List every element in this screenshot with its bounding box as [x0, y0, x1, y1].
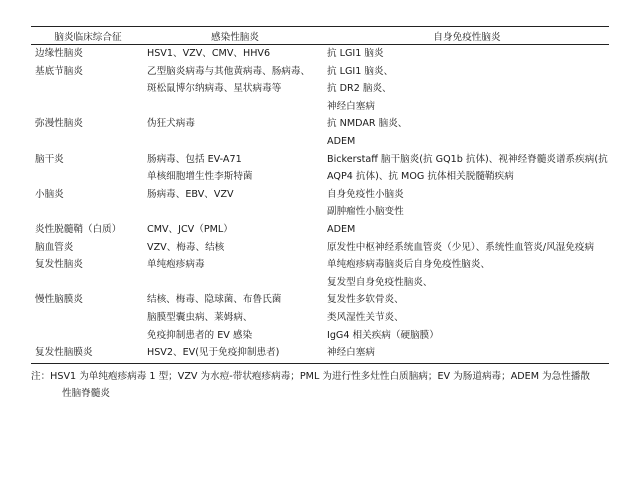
syndrome-cell — [31, 344, 145, 362]
cell-line: HSV1、VZV、CMV、HHV6 — [147, 48, 271, 59]
cell-line: 抗 NMDAR 脑炎、 — [327, 118, 408, 130]
syndrome-cell — [31, 63, 145, 116]
cell-line: 抗 LGI1 脑炎、 — [327, 65, 394, 77]
autoimmune-cell — [325, 221, 609, 239]
cell-line: ADEM — [327, 135, 356, 147]
syndrome-cell — [31, 239, 145, 257]
syndrome-cell — [31, 151, 145, 186]
cell-line: IgG4 相关疾病（硬脑膜） — [327, 329, 439, 341]
syndrome-cell — [31, 256, 145, 291]
cell-line: 脑膜型囊虫病、莱姆病、 — [147, 311, 253, 323]
cell-line: 神经白塞病 — [327, 347, 375, 359]
cell-line: 弥漫性脑炎 — [35, 118, 83, 130]
cell-line: 原发性中枢神经系统血管炎（少见）、系统性血管炎/风湿免疫病 — [327, 241, 595, 253]
syndrome-cell — [31, 221, 145, 239]
cell-line: 结核、梅毒、隐球菌、布鲁氏菌 — [147, 294, 282, 306]
infectious-cell — [145, 344, 325, 362]
cell-line: 单核细胞增生性李斯特菌 — [147, 171, 253, 183]
header-autoimmune: 自身免疫性脑炎 — [433, 31, 501, 43]
cell-line: 乙型脑炎病毒与其他黄病毒、肠病毒、 — [147, 65, 311, 77]
cell-line: 神经白塞病 — [327, 100, 375, 112]
cell-line: 慢性脑膜炎 — [35, 294, 83, 306]
table-row — [31, 115, 609, 150]
infectious-cell — [145, 115, 325, 150]
cell-line: 肠病毒、EBV、VZV — [147, 188, 234, 200]
cell-line: 复发性脑膜炎 — [35, 347, 93, 359]
cell-line: 单纯疱疹病毒脑炎后自身免疫性脑炎、 — [327, 259, 491, 271]
syndrome-cell — [31, 115, 145, 150]
cell-line: 基底节脑炎 — [35, 65, 83, 77]
autoimmune-cell — [325, 63, 609, 116]
header-syndrome: 脑炎临床综合征 — [54, 31, 122, 43]
cell-line: 小脑炎 — [35, 188, 64, 200]
infectious-cell — [145, 63, 325, 116]
autoimmune-cell — [325, 115, 609, 150]
autoimmune-cell — [325, 344, 609, 362]
table-row — [31, 344, 609, 362]
infectious-cell — [145, 291, 325, 344]
table-header-row — [31, 27, 609, 45]
cell-line: 类风湿性关节炎、 — [327, 311, 404, 323]
autoimmune-cell — [325, 186, 609, 221]
syndrome-cell — [31, 45, 145, 63]
syndrome-cell — [31, 186, 145, 221]
header-infectious: 感染性脑炎 — [211, 31, 259, 43]
autoimmune-cell — [325, 239, 609, 257]
infectious-cell — [145, 151, 325, 186]
infectious-cell — [145, 45, 325, 63]
footnote-line-2: 性脑脊髓炎 — [62, 388, 110, 400]
cell-line: 边缘性脑炎 — [35, 48, 83, 59]
table-row — [31, 221, 609, 239]
cell-line: 自身免疫性小脑炎 — [327, 188, 404, 200]
table-row — [31, 45, 609, 63]
cell-line: 副肿瘤性小脑变性 — [327, 206, 404, 218]
table-row — [31, 239, 609, 257]
cell-line: 抗 DR2 脑炎、 — [327, 83, 392, 95]
cell-line: 肠病毒、包括 EV-A71 — [147, 153, 242, 165]
cell-line: 伪狂犬病毒 — [147, 118, 195, 130]
cell-line: 复发性脑炎 — [35, 259, 83, 271]
footnote-line-1: 注：HSV1 为单纯疱疹病毒 1 型；VZV 为水痘-带状疱疹病毒；PML 为进行性多灶性白质脑病；EV 为肠道病毒；ADEM 为急性播散 — [31, 370, 591, 382]
table-row — [31, 291, 609, 344]
cell-line: 脑血管炎 — [35, 241, 74, 253]
cell-line: 单纯疱疹病毒 — [147, 259, 205, 271]
autoimmune-cell — [325, 151, 609, 186]
cell-line: 炎性脱髓鞘（白质） — [35, 223, 122, 235]
syndrome-cell — [31, 291, 145, 344]
cell-line: 复发性多软骨炎、 — [327, 294, 404, 306]
infectious-cell — [145, 221, 325, 239]
infectious-cell — [145, 186, 325, 221]
cell-line: AQP4 抗体)、抗 MOG 抗体相关脱髓鞘疾病 — [327, 171, 514, 183]
encephalitis-table — [31, 27, 609, 362]
cell-line: 抗 LGI1 脑炎 — [327, 48, 384, 59]
cell-line: VZV、梅毒、结核 — [147, 241, 225, 253]
cell-line: ADEM — [327, 223, 356, 235]
cell-line: 斑松鼠博尔纳病毒、星状病毒等 — [147, 83, 282, 95]
table-body — [31, 45, 609, 362]
cell-line: 脑干炎 — [35, 153, 64, 165]
cell-line: 免疫抑制患者的 EV 感染 — [147, 329, 253, 341]
table-row — [31, 63, 609, 116]
autoimmune-cell — [325, 291, 609, 344]
document — [31, 26, 609, 403]
table-footnote — [31, 368, 609, 403]
cell-line: HSV2、EV(见于免疫抑制患者) — [147, 347, 280, 359]
table-row — [31, 256, 609, 291]
cell-line: CMV、JCV（PML） — [147, 223, 233, 235]
infectious-cell — [145, 256, 325, 291]
cell-line: 复发型自身免疫性脑炎、 — [327, 276, 433, 288]
infectious-cell — [145, 239, 325, 257]
table-row — [31, 151, 609, 186]
cell-line: Bickerstaff 脑干脑炎(抗 GQ1b 抗体)、视神经脊髓炎谱系疾病(抗 — [327, 153, 608, 165]
autoimmune-cell — [325, 45, 609, 63]
autoimmune-cell — [325, 256, 609, 291]
table-bottom-rule — [31, 363, 609, 364]
table-row — [31, 186, 609, 221]
